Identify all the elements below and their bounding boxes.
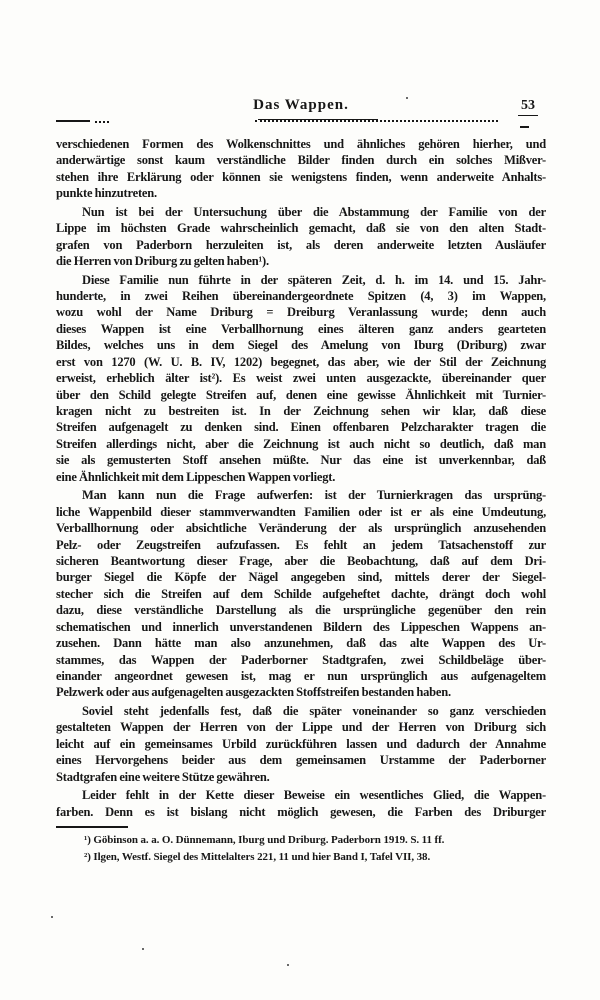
text-line: Leider fehlt in der Kette dieser Beweise ein wesentliches Glied, die Wappen- — [82, 788, 546, 803]
page-number-underline-tick — [520, 126, 529, 128]
footnote-separator — [56, 826, 128, 828]
paragraph — [56, 487, 546, 701]
text-line: Man kann nun die Frage aufwerfen: ist der Turnierkragen das ursprüng- — [82, 488, 546, 503]
scan-speck — [406, 97, 408, 99]
page-header — [56, 97, 546, 117]
body-text — [56, 136, 546, 820]
text-line: dazu, diese verständliche Darstellung als die ursprüngliche gegenüber den rein — [56, 603, 546, 618]
running-title: Das Wappen. — [253, 97, 349, 113]
text-line: Streifen allerdings nicht, aber die Zeichnung ist auch nicht so deutlich, daß man — [56, 436, 546, 451]
text-line: wozu wohl der Name Driburg = Dreiburg Veranlassung wurde; denn auch — [56, 305, 546, 320]
page-number: 53 — [518, 98, 538, 116]
text-line: leicht auf ein gemeinsames Urbild zurückführen lassen und dadurch der Annahme — [56, 736, 546, 751]
text-line: Pelzwerk oder aus aufgenagelten ausgezackten Stoffstreifen bestanden haben. — [56, 685, 451, 700]
footnotes — [56, 832, 546, 865]
text-line: Nun ist bei der Untersuchung über die Abstammung der Familie von der — [82, 204, 546, 219]
footnote: ²) Ilgen, Westf. Siegel des Mittelalters 221, 11 und hier Band I, Tafel VII, 38. — [84, 850, 431, 863]
text-line: hunderte, in zwei Reihen übereinandergeordnete Spitzen (4, 3) im Wappen, — [56, 288, 546, 303]
text-line: dieses Wappen ist eine Verballhornung eines älteren ganz anders gearteten — [56, 321, 546, 336]
text-line: sicheren Beantwortung dieser Frage, aber die Beobachtung, daß auf dem Dri- — [56, 553, 546, 568]
text-line: erweist, erheblich älter ist²). Es weist zwei unten ausgezackte, übereinander quer — [56, 371, 546, 386]
text-line: Pelz- oder Zeugstreifen aufzufassen. Es fehlt an jedem Tatsachenstoff zur — [56, 537, 546, 552]
paragraph — [56, 272, 546, 486]
text-line: eines Hervorgehens beider aus dem gemeinsamen Urstamme der Paderborner — [56, 753, 546, 768]
scan-speck — [51, 916, 53, 918]
text-line: schematischen und innerlich unverstandenen Bildern des Lippeschen Wappens an- — [56, 619, 546, 634]
text-line: Diese Familie nun führte in der späteren Zeit, d. h. im 14. und 15. Jahr- — [82, 272, 546, 287]
text-line: zusehen. Dann hätte man also anzunehmen, daß das alte Wappen des Ur- — [56, 636, 546, 651]
text-line: Streifen aufgenagelt zu denken sind. Einen offenbaren Pelzcharakter tragen die — [56, 420, 546, 435]
text-line: gestalteten Wappen der Herren von der Lippe und der Herren von Driburg sich — [56, 720, 546, 735]
scan-speck — [287, 964, 289, 966]
text-line: burger Siegel die Köpfe der Nägel angegeben sind, mittels derer der Siegel- — [56, 570, 546, 585]
text-line: über den Schild gelegte Streifen auf, denen eine gewisse Ähnlichkeit mit Turnier- — [56, 387, 546, 402]
paragraph — [56, 204, 546, 270]
header-rule-left-segment — [56, 120, 90, 122]
text-line: einander angeordnet gewesen ist, mag er nun ursprünglich aus aufgenageltem — [56, 669, 546, 683]
text-line: Lippe im höchsten Grade wahrscheinlich gemacht, daß sie von den alten Stadt- — [56, 221, 546, 236]
scan-speck — [142, 948, 144, 950]
paragraph — [56, 703, 546, 785]
text-line: anderwärtige sonst kaum verständliche Bilder finden durch ein solches Mißver- — [56, 153, 546, 168]
text-line: Bildes, welches uns in dem Siegel des Amelung von Iburg (Driburg) zwar — [56, 338, 546, 353]
text-line: erst von 1270 (W. U. B. IV, 1202) begegnet, das aber, wie der Stil der Zeichnung — [56, 354, 546, 369]
paragraph — [56, 787, 546, 820]
text-line: kragen nicht zu bestreiten ist. In der Zeichnung sehen wir klar, daß diese — [56, 404, 546, 418]
paragraph — [56, 136, 546, 202]
text-line: stecher sich die Streifen auf dem Schilde aufgeheftet dachte, drängt doch wohl — [56, 586, 546, 601]
header-rule-left-dots — [95, 120, 109, 123]
text-line: stammes, das Wappen der Paderborner Stadtgrafen, zwei Schildbeläge über- — [56, 652, 546, 667]
text-line: sie als gemusterten Stoff ansehen müßte. Nur das eine ist unverkennbar, daß — [56, 453, 546, 468]
footnote: ¹) Göbinson a. a. O. Dünnemann, Iburg und Driburg. Paderborn 1919. S. 11 ff. — [84, 834, 445, 846]
text-line: die Herren von Driburg zu gelten haben¹). — [56, 254, 269, 269]
text-line: punkte hinzutreten. — [56, 186, 157, 201]
text-line: Verballhornung oder absichtliche Veränderung der als ursprünglich anzusehenden — [56, 521, 546, 536]
text-line: grafen von Paderborn herzuleiten ist, als deren anderweite letzten Ausläufer — [56, 237, 546, 252]
text-line: liche Wappenbild dieser stammverwandten Familien oder ist er als eine Umdeutung, — [56, 504, 546, 519]
text-line: eine Ähnlichkeit mit dem Lippeschen Wappen vorliegt. — [56, 469, 336, 484]
text-line: verschiedenen Formen des Wolkenschnittes und ähnliches gehören hierher, und — [56, 137, 546, 151]
text-line: Soviel steht jedenfalls fest, daß die später voneinander so ganz verschieden — [82, 703, 546, 718]
header-rule-main-segment — [258, 119, 378, 121]
text-line: stehen ihre Erklärung oder können sie wenigstens finden, wenn anderweite Anhalts- — [56, 169, 546, 184]
text-line: Stadtgrafen eine weitere Stütze gewähren. — [56, 769, 270, 784]
text-line: farben. Denn es ist bislang nicht möglich gewesen, die Farben des Driburger — [56, 804, 546, 819]
